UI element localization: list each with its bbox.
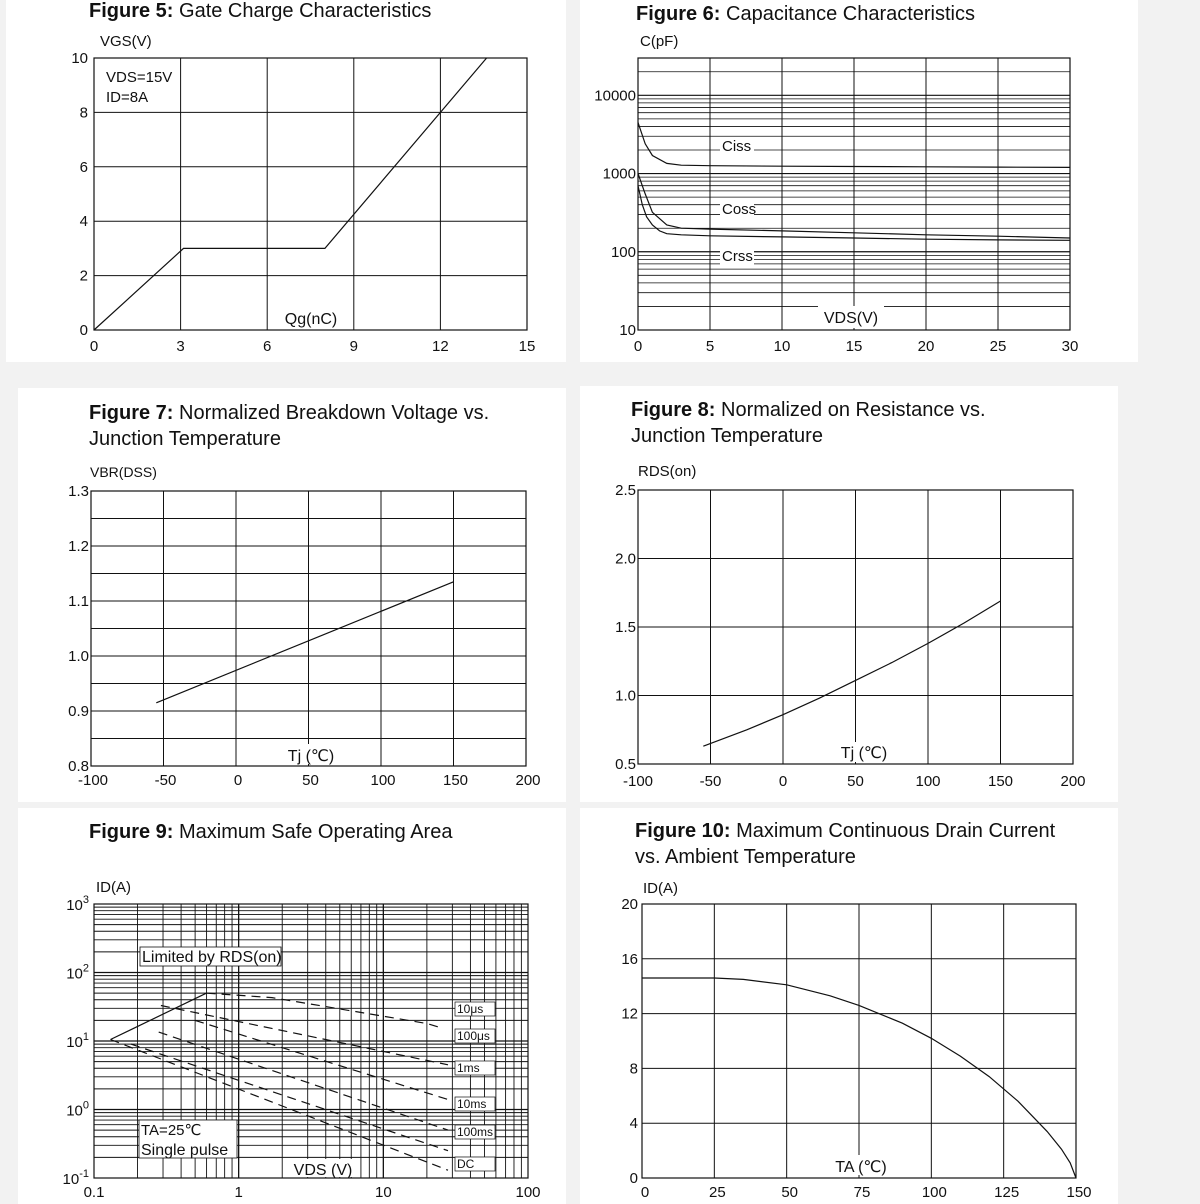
fig5-xtick-label: 6 xyxy=(263,338,272,355)
fig10-title: Figure 10: Maximum Continuous Drain Current vs. Ambient Temperature xyxy=(635,820,1056,868)
fig6-title: Figure 6: Capacitance Characteristics xyxy=(636,3,976,25)
fig8-xtick-label: 200 xyxy=(1060,773,1086,790)
fig5-ytick-label: 6 xyxy=(79,158,88,176)
fig7-xtick-label: -100 xyxy=(77,772,109,789)
fig10-xtick-label: 100 xyxy=(921,1184,947,1201)
fig6-xtick-label: 20 xyxy=(917,338,935,355)
fig8-ytick-label: 2.5 xyxy=(615,482,636,499)
fig9-annotation-ta: TA=25℃ xyxy=(141,1122,202,1139)
fig10-ylabel: ID(A) xyxy=(643,880,678,897)
fig10-xtick-label: 50 xyxy=(781,1184,799,1201)
fig10-ytick-label: 12 xyxy=(621,1005,638,1023)
fig10-xtick-label: 0 xyxy=(640,1184,650,1201)
fig8-xtick-label: -50 xyxy=(699,773,722,790)
fig5-ytick-label: 10 xyxy=(71,50,88,67)
fig6-ylabel: C(pF) xyxy=(640,33,679,50)
fig10-xtick-label: 25 xyxy=(708,1184,726,1201)
fig9-ytick-label: $10^0$ xyxy=(66,1099,89,1120)
fig8-xtick-label: 50 xyxy=(847,773,864,790)
fig6-ytick-label: 100 xyxy=(610,243,636,261)
fig7-xtick-label: -50 xyxy=(154,772,177,789)
fig5-xlabel: Qg(nC) xyxy=(284,311,338,328)
fig8-xlabel: Tj (℃) xyxy=(840,745,888,762)
fig6-series-label-coss: Coss xyxy=(722,201,757,218)
fig5-ytick-label: 0 xyxy=(79,322,88,339)
fig10-xlabel: TA (℃) xyxy=(835,1159,887,1176)
fig6-ytick-label: 1000 xyxy=(602,165,636,183)
fig7-ytick-label: 1.1 xyxy=(68,593,89,610)
fig9-xtick-label: 1 xyxy=(234,1184,243,1201)
fig5-ylabel: VGS(V) xyxy=(100,33,152,50)
fig6-ytick-label: 10 xyxy=(619,322,636,339)
fig9-line-label: 100μs xyxy=(457,1029,490,1043)
fig8-ytick-label: 1.5 xyxy=(615,619,636,636)
fig7-ylabel: VBR(DSS) xyxy=(90,464,157,480)
fig7-xtick-label: 50 xyxy=(302,772,319,789)
fig9-line-label: 1ms xyxy=(457,1061,480,1075)
fig6-ytick-label: 10000 xyxy=(594,87,636,105)
fig5-xtick-label: 3 xyxy=(176,338,185,355)
fig9-line-label: 10ms xyxy=(457,1097,487,1111)
fig7-xtick-label: 0 xyxy=(233,772,243,789)
fig5-xtick-label: 12 xyxy=(432,338,449,355)
fig9-ytick-label: $10^3$ xyxy=(66,894,89,914)
fig8-ytick-label: 1.0 xyxy=(615,687,636,705)
fig6-xtick-label: 25 xyxy=(989,338,1007,355)
fig9-xtick-label: 100 xyxy=(515,1184,541,1201)
fig9-xlabel: VDS (V) xyxy=(293,1162,353,1179)
fig6-xtick-label: 0 xyxy=(633,338,643,355)
fig9-annotation-rds-limit: Limited by RDS(on) xyxy=(142,949,282,966)
fig7-ytick-label: 0.9 xyxy=(68,703,89,720)
fig9-xtick-label: 0.1 xyxy=(83,1184,105,1201)
fig5-title: Figure 5: Gate Charge Characteristics xyxy=(89,0,432,22)
fig7-ytick-label: 0.8 xyxy=(68,758,89,775)
fig9-ytick-label: $10^1$ xyxy=(66,1031,89,1051)
fig10-ytick-label: 0 xyxy=(629,1170,638,1187)
fig7-ytick-label: 1.0 xyxy=(68,648,89,665)
fig8-xtick-label: 0 xyxy=(778,773,788,790)
fig5-xtick-label: 9 xyxy=(349,338,358,355)
fig5-annotation-vds: VDS=15V xyxy=(106,69,173,86)
fig10-xtick-label: 150 xyxy=(1066,1184,1092,1201)
fig6-series-label-crss: Crss xyxy=(722,248,753,265)
fig6-xtick-label: 10 xyxy=(773,338,791,355)
fig5-xtick-label: 0 xyxy=(89,338,99,355)
fig10-xtick-label: 75 xyxy=(853,1184,871,1201)
fig7-xlabel: Tj (℃) xyxy=(287,748,335,765)
fig9-line-label: DC xyxy=(457,1157,475,1171)
fig8-xtick-label: 100 xyxy=(915,773,941,790)
fig9-ytick-label: $10^2$ xyxy=(66,962,89,983)
fig9-line-label: 100ms xyxy=(457,1125,494,1139)
fig10-ytick-label: 8 xyxy=(629,1060,638,1078)
fig5-xtick-label: 15 xyxy=(518,338,536,355)
fig9-ylabel: ID(A) xyxy=(96,879,131,896)
fig5-ytick-label: 4 xyxy=(79,213,88,231)
fig10-ytick-label: 4 xyxy=(629,1115,638,1133)
fig7-title: Figure 7: Normalized Breakdown Voltage vs. Junction Temperature xyxy=(89,402,490,450)
fig9-ytick-label: $10^{-1}$ xyxy=(62,1168,89,1188)
fig8-ytick-label: 2.0 xyxy=(615,550,636,568)
fig7-ytick-label: 1.3 xyxy=(68,483,89,500)
fig8-xtick-label: -100 xyxy=(622,773,654,790)
fig8-xtick-label: 150 xyxy=(987,773,1014,790)
fig6-xtick-label: 15 xyxy=(845,338,863,355)
fig5-annotation-id: ID=8A xyxy=(106,89,149,106)
fig7-xtick-label: 200 xyxy=(515,772,541,789)
fig9-line-label: 10μs xyxy=(457,1002,484,1016)
fig6-xtick-label: 5 xyxy=(705,338,715,355)
fig9-xtick-label: 10 xyxy=(374,1184,392,1201)
fig6-series-label-ciss: Ciss xyxy=(722,138,752,155)
fig7-ytick-label: 1.2 xyxy=(68,538,89,555)
fig10-ytick-label: 20 xyxy=(621,896,638,913)
fig8-ytick-label: 0.5 xyxy=(615,756,636,773)
fig5-ytick-label: 2 xyxy=(79,267,88,285)
fig5-ytick-label: 8 xyxy=(79,104,88,122)
fig6-xtick-label: 30 xyxy=(1061,338,1079,355)
fig9-annotation-single-pulse: Single pulse xyxy=(141,1142,229,1159)
fig8-title: Figure 8: Normalized on Resistance vs. Junction Temperature xyxy=(631,399,986,447)
fig9-title: Figure 9: Maximum Safe Operating Area xyxy=(89,821,453,843)
fig7-xtick-label: 100 xyxy=(370,772,396,789)
fig10-ytick-label: 16 xyxy=(621,950,638,968)
fig10-xtick-label: 125 xyxy=(994,1184,1020,1201)
fig8-ylabel: RDS(on) xyxy=(638,463,697,480)
fig6-xlabel: VDS(V) xyxy=(823,310,879,327)
fig7-xtick-label: 150 xyxy=(442,772,469,789)
